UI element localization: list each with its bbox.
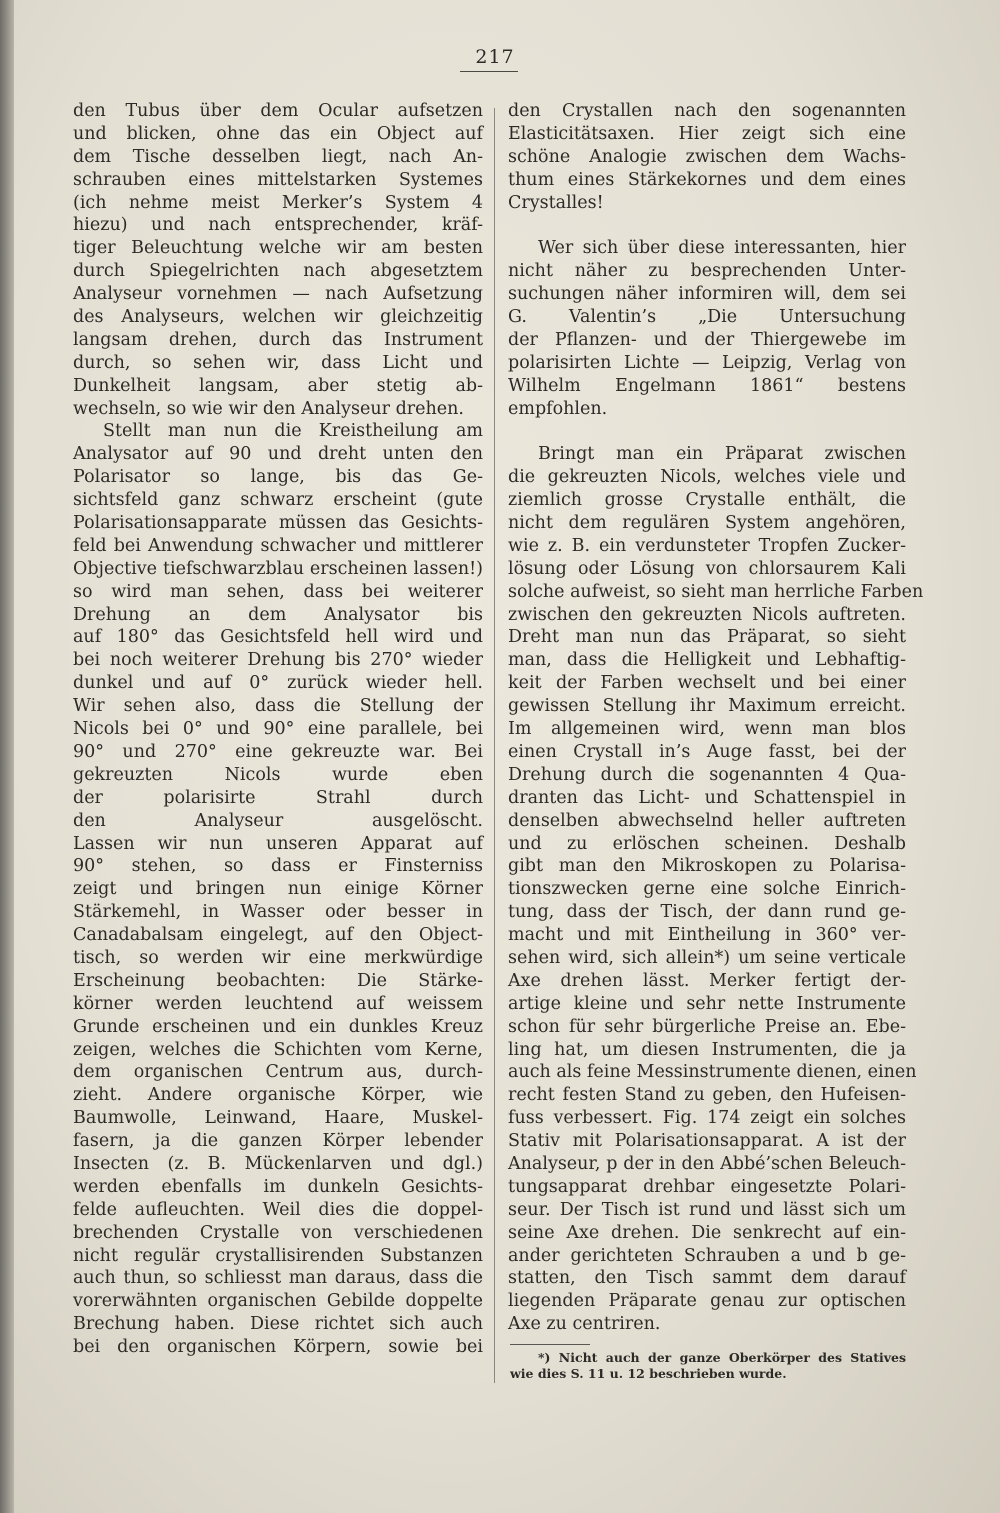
text-line: dunkel und auf 0° zurück wieder hell. [73,673,483,694]
text-line: Crystalles! [508,192,604,213]
text-line: Objective tiefschwarzblau erscheinen lassen!) [73,558,483,579]
text-line: Canadabalsam eingelegt, auf den Object- [73,925,483,946]
footnote-line: *) Nicht auch der ganze Oberkörper des Statives [538,1350,906,1365]
text-line: fuss verbessert. Fig. 174 zeigt ein solches [508,1108,906,1129]
text-line: gibt man den Mikroskopen zu Polarisa- [508,856,906,877]
text-line: vorerwähnten organischen Gebilde doppelte [73,1291,483,1312]
text-line: tisch, so werden wir eine merkwürdige [73,947,483,968]
text-line: ander gerichteten Schrauben a und b ge- [508,1245,906,1266]
text-line: den Tubus über dem Ocular aufsetzen [73,101,483,121]
text-line: zwischen den gekreuzten Nicols auftreten. [508,604,906,625]
text-line: Wir sehen also, dass die Stellung der [73,696,483,717]
text-line: werden ebenfalls im dunkeln Gesichts- [73,1176,483,1197]
text-line: so wird man sehen, dass bei weiterer [73,581,483,602]
text-line: Polarisator so lange, bis das Ge- [73,467,483,488]
text-line: Dunkelheit langsam, aber stetig ab- [73,375,483,396]
text-line: brechenden Crystalle von verschiedenen [73,1222,483,1243]
text-line: der polarisirte Strahl durch [73,787,483,808]
text-line: Baumwolle, Leinwand, Haare, Muskel- [73,1108,483,1129]
text-line: Im allgemeinen wird, wenn man blos [508,719,906,740]
text-line: recht festen Stand zu geben, den Hufeisen- [508,1085,906,1106]
text-line: tungsapparat drehbar eingesetzte Polari- [508,1176,906,1197]
text-line: auch als feine Messinstrumente dienen, einen [508,1062,917,1083]
text-line: schöne Analogie zwischen dem Wachs- [508,146,906,167]
text-line: und blicken, ohne das ein Object auf [73,123,483,144]
text-line: körner werden leuchtend auf weissem [73,993,483,1014]
text-line: 90° und 270° eine gekreuzte war. Bei [73,741,483,762]
text-line: Axe drehen lässt. Merker fertigt der- [508,970,906,991]
right-text-column [508,100,924,1336]
text-line: tiger Beleuchtung welche wir am besten [73,238,483,259]
text-line: fasern, ja die ganzen Körper lebender [73,1131,483,1152]
text-line: ziemlich grosse Crystalle enthält, die [508,490,906,511]
text-line: Stärkemehl, in Wasser oder besser in [73,902,483,923]
text-line: Erscheinung beobachten: Die Stärke- [73,970,483,991]
text-line: sichtsfeld ganz schwarz erscheint (gute [73,490,483,511]
text-line: zeigen, welches die Schichten vom Kerne, [73,1039,483,1060]
text-line: Analyseur, p der in den Abbé’schen Beleuch- [508,1153,906,1174]
text-line: den Analyseur ausgelöscht. [73,810,483,831]
page-number: 217 [475,46,515,68]
text-line: zeigt und bringen nun einige Körner [73,879,483,900]
text-line: macht und mit Eintheilung in 360° ver- [508,925,906,946]
text-line: und zu erlöschen scheinen. Deshalb [508,833,906,854]
text-line: artige kleine und sehr nette Instrumente [508,993,906,1014]
text-line: statten, den Tisch sammt dem darauf [508,1268,906,1289]
text-line: hiezu) und nach entsprechender, kräf- [73,215,483,236]
text-line: Grunde erscheinen und ein dunkles Kreuz [73,1016,483,1037]
text-line: nicht regulär crystallisirenden Substanzen [73,1245,483,1266]
text-line: man, dass die Helligkeit und Lebhaftig- [508,650,906,671]
text-line: tung, dass der Tisch, der dann rund ge- [508,902,906,923]
text-line: (ich nehme meist Merker’s System 4 [73,192,483,213]
text-line: Drehung durch die sogenannten 4 Qua- [508,764,906,785]
text-line: keit der Farben wechselt und bei einer [508,673,906,694]
text-line: dem organischen Centrum aus, durch- [73,1062,483,1083]
text-line: polarisirten Lichte — Leipzig, Verlag von [508,352,906,373]
text-line: gekreuzten Nicols wurde eben [73,764,483,785]
text-line: empfohlen. [508,398,608,419]
text-line: G. Valentin’s „Die Untersuchung [508,307,906,328]
text-line: dem Tische desselben liegt, nach An- [73,146,483,167]
text-line: die gekreuzten Nicols, welches viele und [508,467,906,488]
text-line: suchungen näher informiren will, dem sei [508,284,906,305]
text-line: auf 180° das Gesichtsfeld hell wird und [73,627,483,648]
text-line: schon für sehr bürgerliche Preise an. Ebe- [508,1016,906,1037]
footnote-line: wie dies S. 11 u. 12 beschrieben wurde. [510,1366,787,1381]
text-line: Insecten (z. B. Mückenlarven und dgl.) [73,1153,483,1174]
text-line: bei noch weiterer Drehung bis 270° wieder [73,650,483,671]
text-line: Elasticitätsaxen. Hier zeigt sich eine [508,123,906,144]
text-line: einen Crystall in’s Auge fasst, bei der [508,741,906,762]
text-line [508,214,906,237]
text-line: ling hat, um diesen Instrumenten, die ja [508,1039,906,1060]
text-line: felde aufleuchten. Weil dies die doppel- [73,1199,483,1220]
text-line: Bringt man ein Präparat zwischen [538,444,906,465]
text-line: Lassen wir nun unseren Apparat auf [73,833,483,854]
text-line: Nicols bei 0° und 90° eine parallele, bei [73,719,483,740]
text-line [508,420,906,443]
text-line: seine Axe drehen. Die senkrecht auf ein- [508,1222,906,1243]
text-line: seur. Der Tisch ist rund und lässt sich um [508,1199,906,1220]
text-line: bei den organischen Körpern, sowie bei [73,1337,483,1358]
text-line: nicht näher zu besprechenden Unter- [508,261,906,282]
text-line: Stellt man nun die Kreistheilung am [103,421,483,442]
text-line: Drehung an dem Analysator bis [73,604,483,625]
footnote [510,1350,906,1382]
text-line: des Analyseurs, welchen wir gleichzeitig [73,307,483,328]
text-line: Analysator auf 90 und dreht unten den [73,444,483,465]
text-line: schrauben eines mittelstarken Systemes [73,169,483,190]
text-line: Brechung haben. Diese richtet sich auch [73,1314,483,1335]
text-line: sehen wird, sich allein*) um seine verticale [508,947,906,968]
text-line: der Pflanzen- und der Thiergewebe im [508,329,906,350]
text-line: Stativ mit Polarisationsapparat. A ist der [508,1131,906,1152]
text-line: feld bei Anwendung schwacher und mittlerer [73,535,483,556]
text-line: Dreht man nun das Präparat, so sieht [508,627,906,648]
text-line: lösung oder Lösung von chlorsaurem Kali [508,558,906,579]
text-line: tionszwecken gerne eine solche Einrich- [508,879,906,900]
text-line: wie z. B. ein verdunsteter Tropfen Zucker- [508,535,906,556]
page-number-rule [460,71,518,72]
column-divider [494,108,495,1383]
text-line: Polarisationsapparate müssen das Gesichts- [73,513,483,534]
text-line: thum eines Stärkekornes und dem eines [508,169,906,190]
text-line: langsam drehen, durch das Instrument [73,329,483,350]
text-line: durch, so sehen wir, dass Licht und [73,352,483,373]
text-line: 90° stehen, so dass er Finsterniss [73,856,483,877]
text-line: auch thun, so schliesst man daraus, dass die [73,1268,483,1289]
text-line: denselben abwechselnd heller auftreten [508,810,906,831]
text-line: Wer sich über diese interessanten, hier [538,238,906,259]
text-line: solche aufweist, so sieht man herrliche Farben [508,581,924,602]
text-line: Analyseur vornehmen — nach Aufsetzung [73,284,483,305]
footnote-rule [510,1344,590,1345]
left-text-column [73,100,483,1359]
text-line: Wilhelm Engelmann 1861“ bestens [508,375,906,396]
text-line: Axe zu centriren. [508,1314,661,1335]
text-line: nicht dem regulären System angehören, [508,513,906,534]
page-gutter-shadow [0,0,14,1513]
text-line: gewissen Stellung ihr Maximum erreicht. [508,696,906,717]
text-line: zieht. Andere organische Körper, wie [73,1085,483,1106]
text-line: wechseln, so wie wir den Analyseur drehen. [73,398,464,419]
text-line: den Crystallen nach den sogenannten [508,101,906,121]
text-line: dranten das Licht- und Schattenspiel in [508,787,906,808]
text-line: liegenden Präparate genau zur optischen [508,1291,906,1312]
text-line: durch Spiegelrichten nach abgesetztem [73,261,483,282]
